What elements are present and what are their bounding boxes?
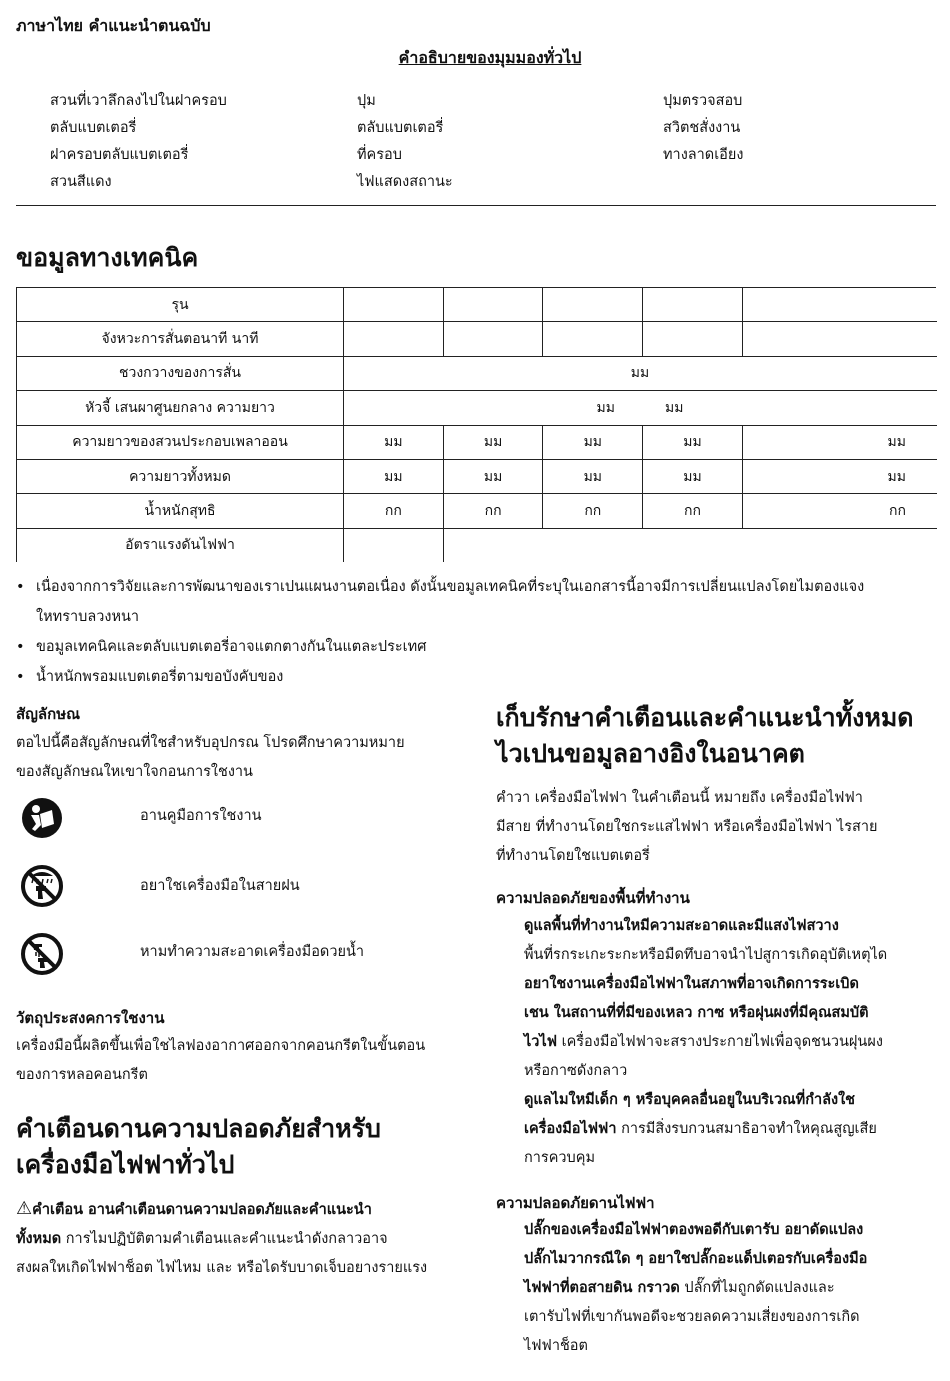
spec-label-weight: น้ำหนักสุทธิ <box>17 494 344 528</box>
table-row <box>17 322 937 356</box>
description-item: ปุม <box>357 93 376 109</box>
spec-label-amplitude: ชวงกวางของการสั่น <box>17 356 344 390</box>
spec-cell <box>344 322 444 356</box>
intended-use-title: วัตถุประสงคการใชงาน <box>16 1009 165 1027</box>
spec-cell <box>344 528 444 562</box>
table-row <box>17 356 937 390</box>
power-tool-definition: คำวา เครื่องมือไฟฟา ในคำเตือนนี้ หมายถึง เครื่องมือไฟฟา มีสาย ที่ทำงานโดยใชกระแสไฟฟา หรือเครื่องมือไฟฟา ไรสาย ที่ทำงานโดยใชแบตเตอรี่ <box>496 790 878 864</box>
electrical-safety-title: ความปลอดภัยดานไฟฟา <box>496 1194 655 1212</box>
spec-cell <box>344 288 444 322</box>
spec-cell <box>543 322 643 356</box>
spec-cell: กก <box>643 494 743 528</box>
work-area-safety-title: ความปลอดภัยของพื้นที่ทำงาน <box>496 889 690 907</box>
description-item: ที่ครอบ <box>357 147 402 163</box>
read-manual-icon <box>20 796 64 840</box>
description-item: ตลับแบตเตอรี่ <box>357 120 444 136</box>
description-column-2 <box>357 88 453 196</box>
table-row <box>17 494 937 528</box>
spec-cell: มม <box>443 459 543 493</box>
spec-label-flex-shaft: ความยาวของสวนประกอบเพลาออน <box>17 425 344 459</box>
description-item: ตลับแบตเตอรี่ <box>50 120 137 136</box>
spec-label-head: หัวจี้ เสนผาศูนยกลาง ความยาว <box>17 391 344 425</box>
spec-cell: มม <box>742 459 936 493</box>
description-column-3 <box>663 88 743 169</box>
spec-cell <box>643 322 743 356</box>
work-area-safety-text: ดูแลพื้นที่ทำงานใหมีความสะอาดและมีแสงไฟสวาง พื้นที่รกระเกะระกะหรือมืดทึบอาจนำไปสูการเกิดอุบัติเหตุได อยาใชงานเครื่องมือไฟฟาในสภาพที่อาจเกิดการระเบิด เชน ในสถานที่ที่มีของเหลว กาซ หรือฝุนผงที่มีคุณสมบัติ ไวไฟ เครื่องมือไฟฟาจะสรางประกายไฟเพื่อจุดชนวนฝุนผง หรือกาซดังกลาว ดูแลไมใหมีเด็ก ๆ หรือบุคคลอื่นอยูในบริเวณที่กำลังใช เครื่องมือไฟฟา การมีสิ่งรบกวนสมาธิอาจทำใหคุณสูญเสีย การควบคุม <box>524 918 888 1166</box>
spec-cell <box>643 288 743 322</box>
spec-cell <box>443 528 936 562</box>
spec-cell: มม <box>643 425 743 459</box>
general-view-title: คำอธิบายของมุมมองทั่วไป <box>398 48 582 67</box>
list-item: • เนื่องจากการวิจัยและการพัฒนาของเราเปนแผนงานตอเนื่อง ดังนั้นขอมูลเทคนิคที่ระบุในเอกสารนี้อาจมีการเปลี่ยนแปลงโดยไมตองแจง <box>16 572 931 602</box>
spec-cell: กก <box>742 494 936 528</box>
no-water-icon <box>20 932 64 976</box>
spec-label-vibrations: จังหวะการสั่นตอนาที นาที <box>17 322 344 356</box>
tech-specs-title: ขอมูลทางเทคนิค <box>16 243 199 272</box>
description-column-1 <box>50 88 227 196</box>
description-item: ฝาครอบตลับแบตเตอรี่ <box>50 147 189 163</box>
description-item: ไฟแสดงสถานะ <box>357 174 453 190</box>
warning-icon: ⚠ <box>16 1198 33 1219</box>
spec-cell: กก <box>344 494 444 528</box>
symbols-intro: ตอไปนี้คือสัญลักษณที่ใชสำหรับอุปกรณ โปรดศึกษาความหมาย ของสัญลักษณใหเขาใจกอนการใชงาน <box>16 735 405 780</box>
spec-cell: มม <box>344 425 444 459</box>
table-row <box>17 459 937 493</box>
description-item: ทางลาดเอียง <box>663 147 744 163</box>
description-item: สวนที่เวาลึกลงไปในฝาครอบ <box>50 93 227 109</box>
intended-use-text: เครื่องมือนี้ผลิตขึ้นเพื่อใชไลฟองอากาศออกจากคอนกรีตในขั้นตอน ของการหลอคอนกรีต <box>16 1038 426 1083</box>
list-item: ใหทราบลวงหนา <box>36 609 140 625</box>
spec-cell <box>443 288 543 322</box>
spec-cell: มม <box>543 459 643 493</box>
no-rain-icon <box>20 864 64 908</box>
bullet: • <box>16 639 25 655</box>
spec-cell <box>742 288 936 322</box>
electrical-safety-text: ปลั๊กของเครื่องมือไฟฟาตองพอดีกับเตารับ อยาดัดแปลง ปลั๊กไมวากรณีใด ๆ อยาใชปลั๊กอะแด็ปเตอรกับเครื่องมือ ไฟฟาที่ตอสายดิน กราวด ปลั๊กที่ไมถูกดัดแปลงและ เตารับไฟที่เขากันพอดีจะชวยลดความเสี่ยงของการเกิด ไฟฟาช็อต <box>524 1222 868 1354</box>
symbol-text: อานคูมือการใชงาน <box>140 808 262 824</box>
spec-label-model: รุน <box>17 288 344 322</box>
spec-cell: มม <box>543 425 643 459</box>
spec-cell <box>742 322 936 356</box>
symbol-text: อยาใชเครื่องมือในสายฝน <box>140 878 300 894</box>
general-warning-text: ⚠คำเตือน อานคำเตือนดานความปลอดภัยและคำแนะนำ ทั้งหมด การไมปฏิบัติตามคำเตือนและคำแนะนำดังกลาวอาจ สงผลใหเกิดไฟฟาช็อต ไฟไหม และ หรือไดรับบาดเจ็บอยางรายแรง <box>16 1198 428 1276</box>
spec-cell: กก <box>543 494 643 528</box>
description-item: ปุมตรวจสอบ <box>663 93 743 109</box>
spec-cell: มม <box>443 425 543 459</box>
list-item: • ขอมูลเทคนิคและตลับแบตเตอรี่อาจแตกตางกันในแตละประเทศ <box>16 632 931 662</box>
bullet: • <box>16 579 25 595</box>
spec-cell <box>543 288 643 322</box>
table-row <box>17 288 937 322</box>
section-divider <box>16 205 936 206</box>
list-item: • น้ำหนักพรอมแบตเตอรี่ตามขอบังคับของ <box>16 662 931 692</box>
symbols-title: สัญลักษณ <box>16 705 81 723</box>
spec-value-amplitude: มม <box>344 356 937 390</box>
document-language-header: ภาษาไทย คำแนะนำตนฉบับ <box>16 16 211 35</box>
spec-label-voltage: อัตราแรงดันไฟฟา <box>17 528 344 562</box>
description-item: สวนสีแดง <box>50 174 112 190</box>
spec-notes <box>16 572 931 692</box>
spec-cell: กก <box>443 494 543 528</box>
keep-instructions-title: เก็บรักษาคำเตือนและคำแนะนำทั้งหมด ไวเปนขอมูลอางอิงในอนาคต <box>496 703 914 768</box>
head-diameter-unit: มม <box>596 399 615 416</box>
head-length-unit: มม <box>665 399 684 416</box>
spec-value-head <box>344 391 937 425</box>
symbol-text: หามทำความสะอาดเครื่องมือดวยน้ำ <box>140 944 365 960</box>
table-row <box>17 391 937 425</box>
spec-cell: มม <box>742 425 936 459</box>
table-row <box>17 528 937 562</box>
table-row <box>17 425 937 459</box>
description-item: สวิตชสั่งงาน <box>663 120 741 136</box>
general-safety-title: คำเตือนดานความปลอดภัยสำหรับ เครื่องมือไฟฟาทั่วไป <box>16 1114 381 1179</box>
spec-label-total-length: ความยาวทั้งหมด <box>17 459 344 493</box>
spec-cell <box>443 322 543 356</box>
spec-cell: มม <box>643 459 743 493</box>
tech-specs-table <box>16 287 937 563</box>
bullet: • <box>16 669 25 685</box>
spec-cell: มม <box>344 459 444 493</box>
